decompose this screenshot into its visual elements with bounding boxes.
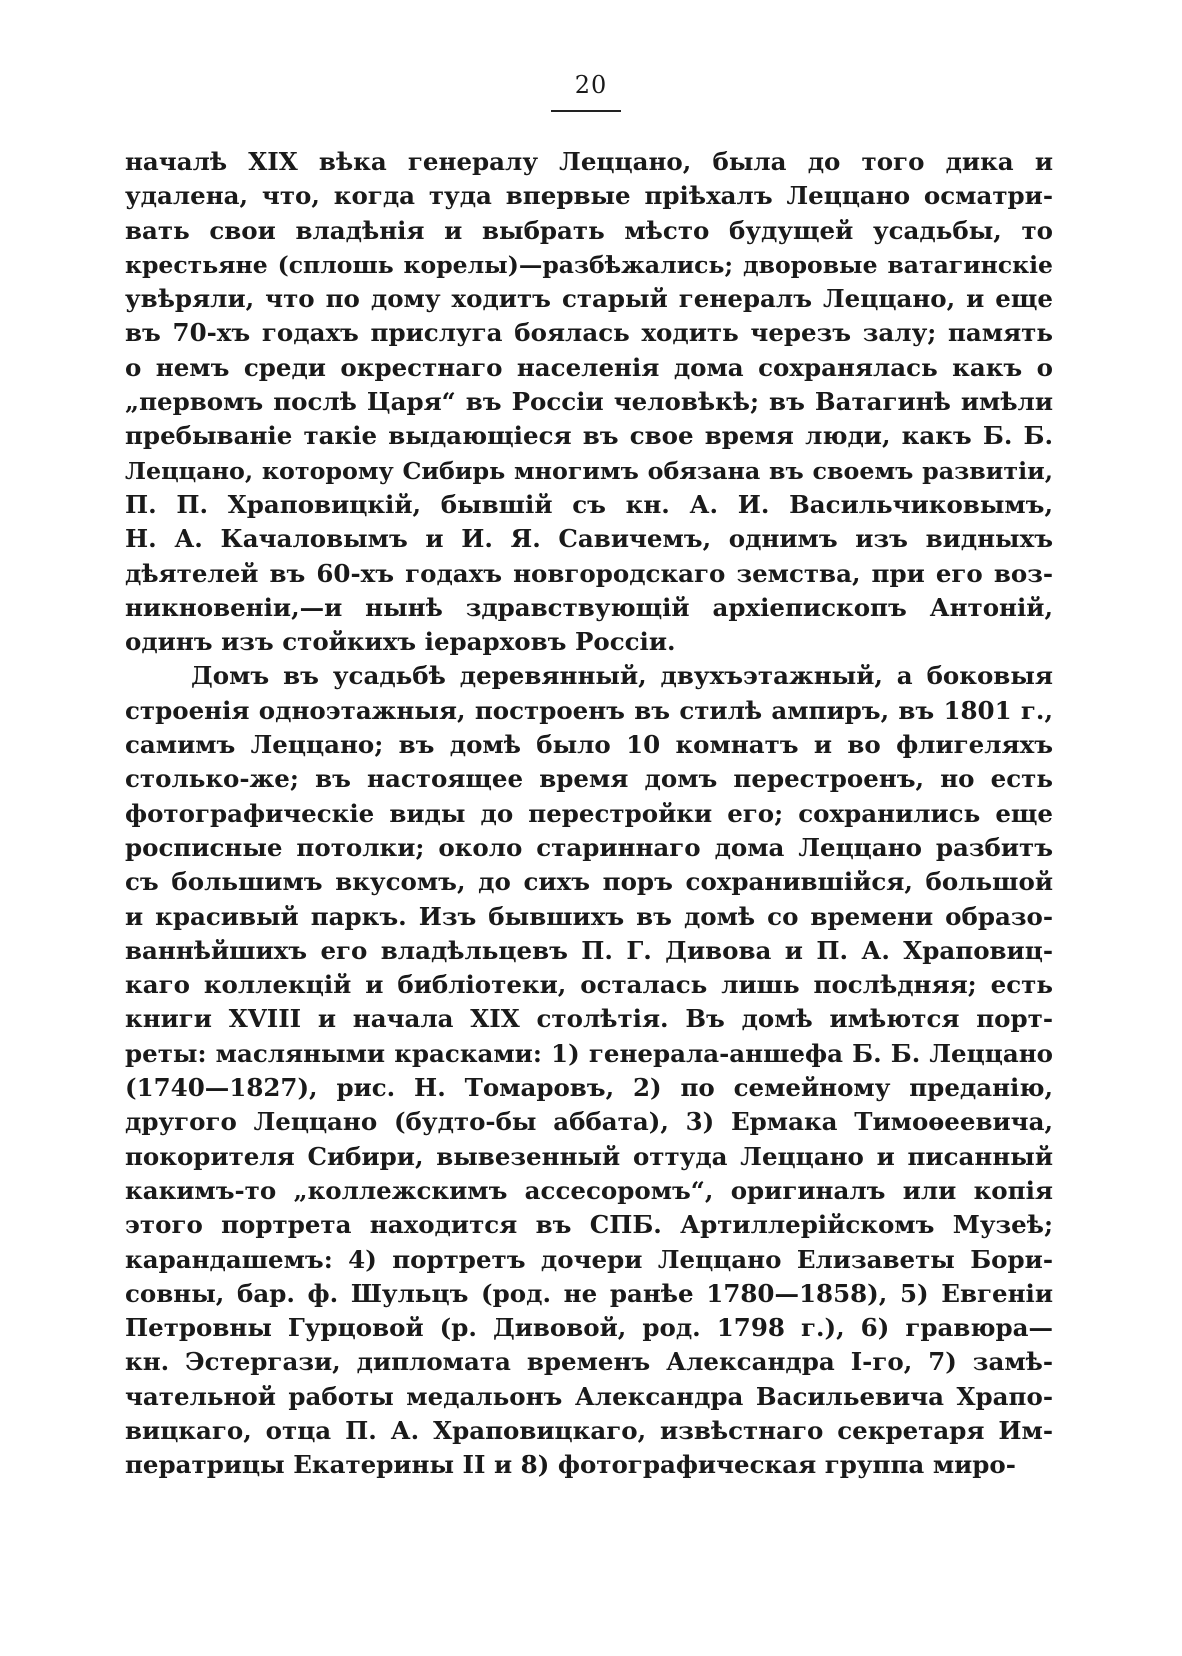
paragraph bbox=[125, 659, 1053, 1482]
text-line: вать свои владѣнія и выбрать мѣсто будущей усадьбы, то bbox=[125, 215, 1053, 245]
text-line: столько-же; въ настоящее время домъ перестроенъ, но есть bbox=[125, 764, 1053, 794]
text-line: вицкаго, отца П. А. Храповицкаго, извѣстнаго секретаря Им- bbox=[125, 1415, 1053, 1445]
text-line: дѣятелей въ 60-хъ годахъ новгородскаго земства, при его воз- bbox=[125, 558, 1053, 588]
text-line: другого Леццано (будто-бы аббата), 3) Ермака Тимоѳеевича, bbox=[125, 1107, 1053, 1137]
text-line: кн. Эстергази, дипломата временъ Александра I-го, 7) замѣ- bbox=[125, 1347, 1053, 1377]
text-line: ваннѣйшихъ его владѣльцевъ П. Г. Дивова и П. А. Храповиц- bbox=[125, 935, 1053, 965]
text-line: каго коллекцій и библіотеки, осталась лишь послѣдняя; есть bbox=[125, 970, 1053, 1000]
text-line: крестьяне (сплошь корелы)—разбѣжались; дворовые ватагинскіе bbox=[125, 250, 1053, 279]
text-line: Домъ въ усадьбѣ деревянный, двухъэтажный, а боковыя bbox=[191, 661, 1053, 691]
text-line: (1740—1827), рис. Н. Томаровъ, 2) по семейному преданію, bbox=[125, 1073, 1053, 1103]
page-number-rule bbox=[551, 110, 621, 112]
text-line: фотографическіе виды до перестройки его; сохранились еще bbox=[125, 798, 1053, 828]
text-line: росписные потолки; около стариннаго дома Леццано разбитъ bbox=[125, 832, 1053, 862]
text-line: ператрицы Екатерины II и 8) фотографическая группа миро- bbox=[125, 1450, 1016, 1480]
text-line: совны, бар. ф. Шульцъ (род. не ранѣе 1780—1858), 5) Евгеніи bbox=[125, 1278, 1053, 1308]
text-line: началѣ XIX вѣка генералу Леццано, была до того дика и bbox=[125, 147, 1053, 176]
text-line: реты: масляными красками: 1) генерала-аншефа Б. Б. Леццано bbox=[125, 1038, 1053, 1068]
body-text bbox=[125, 145, 1053, 1483]
text-line: книги XVIII и начала XIX столѣтія. Въ домѣ имѣются порт- bbox=[125, 1004, 1053, 1034]
text-line: никновеніи,—и нынѣ здравствующій архіепископъ Антоній, bbox=[125, 592, 1053, 622]
text-line: о немъ среди окрестнаго населенія дома сохранялась какъ о bbox=[125, 352, 1053, 382]
text-line: покорителя Сибири, вывезенный оттуда Леццано и писанный bbox=[125, 1141, 1053, 1171]
text-line: какимъ-то „коллежскимъ ассесоромъ“, оригиналъ или копія bbox=[125, 1175, 1053, 1205]
text-line: самимъ Леццано; въ домѣ было 10 комнатъ и во флигеляхъ bbox=[125, 730, 1053, 760]
page-number: 20 bbox=[574, 71, 608, 99]
text-line: съ большимъ вкусомъ, до сихъ поръ сохранившійся, большой bbox=[125, 867, 1053, 897]
paragraph bbox=[125, 145, 1053, 659]
text-line: П. П. Храповицкій, бывшій съ кн. А. И. Васильчиковымъ, bbox=[125, 489, 1053, 519]
text-line: одинъ изъ стойкихъ іерарховъ Россіи. bbox=[125, 627, 676, 657]
text-line: „первомъ послѣ Царя“ въ Россіи человѣкѣ; въ Ватагинѣ имѣли bbox=[125, 387, 1053, 417]
text-line: увѣряли, что по дому ходитъ старый генералъ Леццано, и еще bbox=[125, 284, 1053, 314]
text-line: въ 70-хъ годахъ прислуга боялась ходить черезъ залу; память bbox=[125, 318, 1053, 348]
text-line: карандашемъ: 4) портретъ дочери Леццано Елизаветы Бори- bbox=[125, 1244, 1053, 1274]
text-line: этого портрета находится въ СПБ. Артиллерійскомъ Музеѣ; bbox=[125, 1210, 1053, 1240]
text-line: удалена, что, когда туда впервые пріѣхалъ Леццано осматри- bbox=[125, 181, 1053, 211]
text-line: Н. А. Качаловымъ и И. Я. Савичемъ, однимъ изъ видныхъ bbox=[125, 524, 1053, 554]
text-line: пребываніе такіе выдающіеся въ свое время люди, какъ Б. Б. bbox=[125, 421, 1053, 451]
text-line: строенія одноэтажныя, построенъ въ стилѣ ампиръ, въ 1801 г., bbox=[125, 695, 1053, 725]
text-line: чательной работы медальонъ Александра Васильевича Храпо- bbox=[125, 1381, 1053, 1411]
text-line: и красивый паркъ. Изъ бывшихъ въ домѣ со времени образо- bbox=[125, 901, 1053, 931]
text-line: Петровны Гурцовой (р. Дивовой, род. 1798 г.), 6) гравюра— bbox=[125, 1313, 1053, 1343]
text-line: Леццано, которому Сибирь многимъ обязана въ своемъ развитіи, bbox=[125, 456, 1053, 485]
